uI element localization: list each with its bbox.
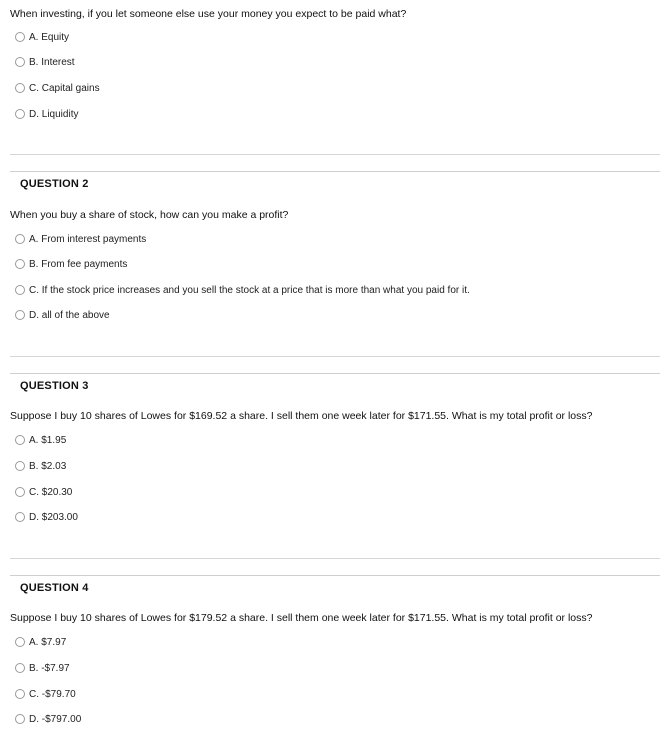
- divider: [10, 171, 660, 172]
- option-label: A. From interest payments: [29, 233, 147, 245]
- radio-button[interactable]: [15, 461, 25, 471]
- question-4-prompt: Suppose I buy 10 shares of Lowes for $179.52 a share. I sell them one week later for $171.55. What is my total profit or loss?: [10, 612, 593, 624]
- radio-button[interactable]: [15, 234, 25, 244]
- question-1-option-b[interactable]: [15, 55, 75, 69]
- option-label: B. Interest: [29, 56, 75, 68]
- question-3-option-a[interactable]: [15, 433, 66, 447]
- divider: [10, 356, 660, 357]
- divider: [10, 575, 660, 576]
- radio-button[interactable]: [15, 512, 25, 522]
- divider: [10, 558, 660, 559]
- option-label: C. If the stock price increases and you sell the stock at a price that is more than what you paid for it.: [29, 284, 470, 296]
- radio-button[interactable]: [15, 285, 25, 295]
- radio-button[interactable]: [15, 435, 25, 445]
- radio-button[interactable]: [15, 83, 25, 93]
- question-3-prompt: Suppose I buy 10 shares of Lowes for $169.52 a share. I sell them one week later for $171.55. What is my total profit or loss?: [10, 410, 593, 422]
- question-1-option-d[interactable]: [15, 107, 78, 121]
- radio-button[interactable]: [15, 714, 25, 724]
- radio-button[interactable]: [15, 32, 25, 42]
- question-2-option-d[interactable]: [15, 308, 110, 322]
- question-1-prompt: When investing, if you let someone else use your money you expect to be paid what?: [10, 8, 407, 20]
- radio-button[interactable]: [15, 487, 25, 497]
- question-2-header: QUESTION 2: [20, 178, 89, 190]
- divider: [10, 373, 660, 374]
- question-1-option-a[interactable]: [15, 30, 69, 44]
- radio-button[interactable]: [15, 663, 25, 673]
- question-2-option-c[interactable]: [15, 283, 470, 297]
- option-label: D. Liquidity: [29, 108, 79, 120]
- radio-button[interactable]: [15, 259, 25, 269]
- option-label: D. all of the above: [29, 309, 110, 321]
- question-2-option-a[interactable]: [15, 232, 146, 246]
- question-3-option-d[interactable]: [15, 510, 78, 524]
- option-label: A. $1.95: [29, 434, 67, 446]
- option-label: D. -$797.00: [29, 713, 82, 725]
- question-3-header: QUESTION 3: [20, 380, 89, 392]
- question-4-option-c[interactable]: [15, 687, 76, 701]
- question-3-option-c[interactable]: [15, 485, 72, 499]
- question-2-option-b[interactable]: [15, 257, 127, 271]
- question-1-option-c[interactable]: [15, 81, 100, 95]
- question-3-option-b[interactable]: [15, 459, 66, 473]
- radio-button[interactable]: [15, 689, 25, 699]
- question-4-option-b[interactable]: [15, 661, 70, 675]
- radio-button[interactable]: [15, 109, 25, 119]
- radio-button[interactable]: [15, 637, 25, 647]
- radio-button[interactable]: [15, 57, 25, 67]
- question-2-prompt: When you buy a share of stock, how can you make a profit?: [10, 209, 289, 221]
- radio-button[interactable]: [15, 310, 25, 320]
- question-4-option-a[interactable]: [15, 635, 66, 649]
- option-label: B. -$7.97: [29, 662, 70, 674]
- option-label: C. $20.30: [29, 486, 73, 498]
- divider: [10, 154, 660, 155]
- option-label: B. From fee payments: [29, 258, 128, 270]
- question-4-header: QUESTION 4: [20, 582, 89, 594]
- option-label: A. $7.97: [29, 636, 67, 648]
- question-4-option-d[interactable]: [15, 712, 81, 726]
- option-label: A. Equity: [29, 31, 70, 43]
- option-label: C. Capital gains: [29, 82, 100, 94]
- option-label: D. $203.00: [29, 511, 78, 523]
- option-label: B. $2.03: [29, 460, 67, 472]
- option-label: C. -$79.70: [29, 688, 76, 700]
